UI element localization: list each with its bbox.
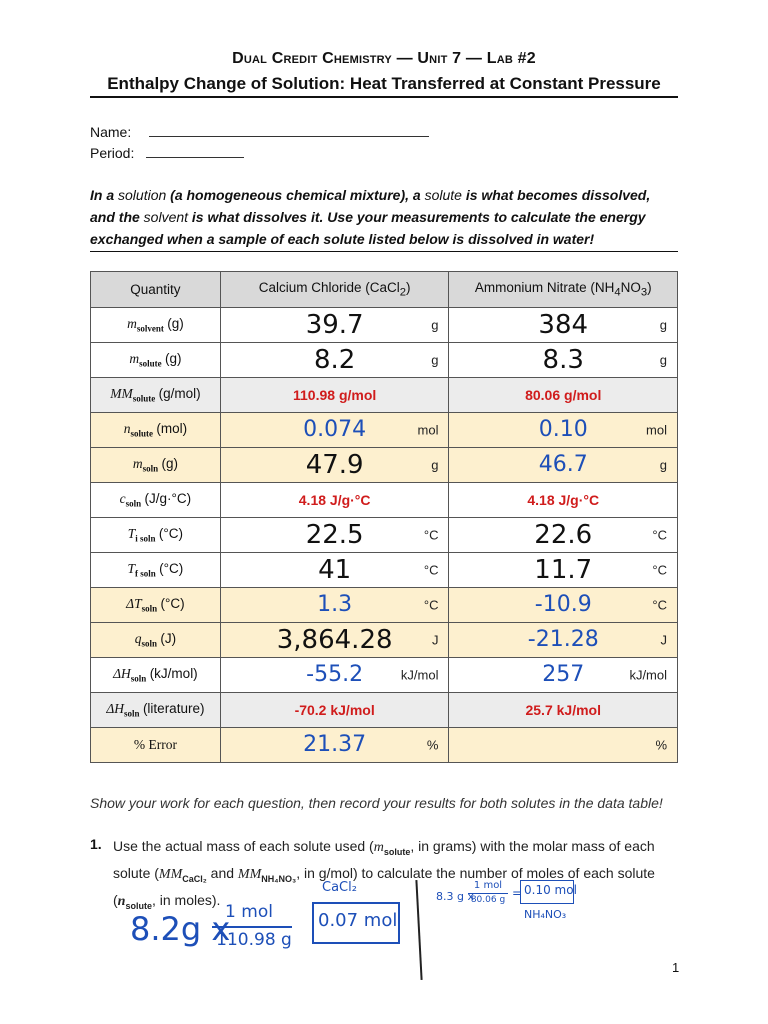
cell-value: 47.9 — [305, 450, 364, 480]
cell-unit: °C — [652, 562, 667, 578]
table-row — [91, 343, 678, 378]
quantity-cell: $n_{solute}$ (mol) — [91, 413, 221, 448]
name-field[interactable] — [90, 123, 429, 140]
hw-right-denominator: 80.06 g — [470, 895, 506, 905]
cell-value: 3,864.28 — [276, 625, 393, 655]
course-heading: Dual Credit Chemistry — Unit 7 — Lab #2 — [232, 50, 536, 67]
table-row — [91, 448, 678, 483]
table-row — [91, 413, 678, 448]
hw-left-fraction-bar — [212, 926, 292, 928]
hw-left-denominator: 110.98 g — [216, 930, 292, 950]
quantity-cell: $\Delta H_{soln}$ (kJ/mol) — [91, 658, 221, 693]
table-row — [91, 693, 678, 728]
cacl2-cell[interactable] — [220, 623, 449, 658]
nh4no3-cell[interactable] — [449, 448, 678, 483]
cell-value: 41 — [318, 555, 352, 585]
cell-value: 25.7 kJ/mol — [525, 702, 601, 718]
hw-cacl2-label: CaCl₂ — [322, 880, 357, 895]
cell-unit: °C — [423, 527, 439, 543]
table-row — [91, 658, 678, 693]
table-row — [91, 518, 678, 553]
cell-value: 22.6 — [534, 520, 593, 550]
nh4no3-cell[interactable] — [449, 623, 678, 658]
header-quantity: Quantity — [91, 272, 221, 308]
cell-unit: % — [655, 737, 667, 753]
quantity-cell: $\Delta H_{soln}$ (literature) — [91, 693, 221, 728]
lab-title: Enthalpy Change of Solution: Heat Transferred at Constant Pressure — [107, 74, 661, 93]
cacl2-cell[interactable] — [220, 308, 449, 343]
table-row — [91, 623, 678, 658]
cell-value: 4.18 J/g·°C — [298, 492, 371, 508]
cell-value: -21.28 — [527, 627, 599, 652]
cacl2-cell[interactable] — [220, 588, 449, 623]
cacl2-cell[interactable] — [220, 378, 449, 413]
cell-value: 4.18 J/g·°C — [527, 492, 600, 508]
nh4no3-cell[interactable] — [449, 378, 678, 413]
nh4no3-cell[interactable] — [449, 483, 678, 518]
cell-unit: g — [431, 317, 439, 333]
hw-right-mass: 8.3 g x — [436, 890, 474, 903]
hw-nh4no3-label: NH₄NO₃ — [524, 908, 567, 921]
title-underline — [90, 96, 678, 98]
intro-term-solvent: solvent — [143, 209, 189, 225]
cell-unit: g — [431, 457, 439, 473]
cacl2-cell[interactable] — [220, 658, 449, 693]
intro-text-1: In a — [90, 187, 119, 203]
table-row — [91, 588, 678, 623]
nh4no3-cell[interactable] — [449, 588, 678, 623]
cell-unit: g — [659, 317, 667, 333]
quantity-cell: $q_{soln}$ (J) — [91, 623, 221, 658]
table-row — [91, 553, 678, 588]
table-row — [91, 378, 678, 413]
cell-unit: g — [659, 457, 667, 473]
header-nh4no3: Ammonium Nitrate $(NH_4NO_3)$ — [449, 272, 678, 308]
cell-value: 80.06 g/mol — [525, 387, 602, 403]
cacl2-cell[interactable] — [220, 413, 449, 448]
quantity-cell: % Error — [91, 728, 221, 763]
nh4no3-cell[interactable] — [449, 518, 678, 553]
cacl2-cell[interactable] — [220, 553, 449, 588]
cell-unit: kJ/mol — [400, 667, 439, 683]
nh4no3-cell[interactable] — [449, 413, 678, 448]
cacl2-cell[interactable] — [220, 518, 449, 553]
cell-unit: mol — [646, 422, 667, 438]
period-label: Period: — [90, 145, 135, 161]
cell-value: 11.7 — [534, 555, 593, 585]
intro-text-3: is what becomes dissolved, and the — [90, 187, 651, 225]
cacl2-cell[interactable] — [220, 483, 449, 518]
cell-unit: °C — [423, 562, 439, 578]
cell-value: -55.2 — [306, 662, 364, 687]
quantity-cell: $MM_{solute}$ (g/mol) — [91, 378, 221, 413]
header-cacl2: Calcium Chloride (CaCl$_2$) — [220, 272, 449, 308]
nh4no3-cell[interactable] — [449, 553, 678, 588]
cell-unit: mol — [417, 422, 439, 438]
hw-right-result: 0.10 mol — [524, 883, 577, 897]
nh4no3-cell[interactable] — [449, 658, 678, 693]
cell-unit: °C — [652, 527, 667, 543]
period-line[interactable] — [146, 144, 244, 158]
cell-value: 8.3 — [542, 345, 584, 375]
quantity-cell: $m_{solvent}$ (g) — [91, 308, 221, 343]
cell-value: 1.3 — [317, 592, 353, 617]
cell-unit: °C — [652, 597, 667, 613]
cell-value: 0.074 — [303, 417, 367, 442]
cacl2-cell[interactable] — [220, 693, 449, 728]
data-table — [90, 271, 678, 763]
quantity-cell: $T_{i soln}$ (°C) — [91, 518, 221, 553]
cell-value: -70.2 kJ/mol — [294, 702, 375, 718]
cell-value: 384 — [538, 310, 589, 340]
intro-text-2: (a homogeneous chemical mixture), a — [166, 187, 425, 203]
cell-unit: % — [426, 737, 439, 753]
cell-value: 0.10 — [538, 417, 588, 442]
instruction-note: Show your work for each question, then record your results for both solutes in the data table! — [90, 795, 663, 811]
name-line[interactable] — [149, 123, 429, 137]
cacl2-cell[interactable] — [220, 448, 449, 483]
hw-right-numerator: 1 mol — [473, 880, 503, 891]
quantity-cell: $c_{soln}$ (J/g·°C) — [91, 483, 221, 518]
hw-right-equals: = — [512, 886, 523, 900]
cell-unit: g — [659, 352, 667, 368]
table-row — [91, 483, 678, 518]
cell-unit: J — [431, 632, 439, 648]
table-row — [91, 308, 678, 343]
quantity-cell: $\Delta T_{soln}$ (°C) — [91, 588, 221, 623]
cell-value: 22.5 — [305, 520, 364, 550]
page-number: 1 — [672, 960, 680, 975]
hw-right-fraction-bar — [468, 893, 508, 894]
nh4no3-cell[interactable] — [449, 343, 678, 378]
cell-value: 257 — [542, 662, 585, 687]
cell-value: 8.2 — [313, 345, 356, 375]
table-row — [91, 728, 678, 763]
cell-value: 110.98 g/mol — [293, 387, 377, 403]
hw-left-mass: 8.2g x — [130, 910, 231, 948]
hw-left-numerator: 1 mol — [225, 902, 273, 922]
period-field[interactable] — [90, 144, 244, 161]
cell-value: 21.37 — [303, 732, 367, 757]
nh4no3-cell[interactable] — [449, 693, 678, 728]
cell-unit: kJ/mol — [629, 667, 667, 683]
cell-value: 39.7 — [305, 310, 364, 340]
cell-value: 46.7 — [538, 452, 588, 477]
nh4no3-cell[interactable] — [449, 308, 678, 343]
quantity-cell: $T_{f soln}$ (°C) — [91, 553, 221, 588]
nh4no3-cell[interactable] — [449, 728, 678, 763]
cell-value: -10.9 — [534, 592, 592, 617]
cacl2-cell[interactable] — [220, 728, 449, 763]
intro-term-solute: solute — [424, 187, 462, 203]
cell-unit: g — [431, 352, 439, 368]
intro-rule — [90, 251, 678, 252]
quantity-cell: $m_{soln}$ (g) — [91, 448, 221, 483]
cell-unit: J — [660, 632, 667, 648]
intro-paragraph — [90, 184, 678, 250]
cacl2-cell[interactable] — [220, 343, 449, 378]
intro-term-solution: solution — [118, 187, 167, 203]
table-header-row — [91, 272, 678, 308]
cell-unit: °C — [423, 597, 439, 613]
question-1-text: Use the actual mass of each solute used ($m_{solute}$, in grams) with the molar mass of each solute ($MM_{CaCl_2}$ and $MM_{NH_4NO_3}$, in g/mol) to calculate the number of moles of each solute ($n_{solute}$, in moles). — [113, 838, 655, 911]
question-1-number: 1. — [90, 836, 102, 852]
intro-text-4: is what dissolves it. Use your measurements to calculate the energy exchanged when a sample of each solute listed below is dissolved in water! — [90, 209, 646, 247]
hw-left-result: 0.07 mol — [318, 910, 398, 931]
quantity-cell: $m_{solute}$ (g) — [91, 343, 221, 378]
name-label: Name: — [90, 124, 132, 140]
